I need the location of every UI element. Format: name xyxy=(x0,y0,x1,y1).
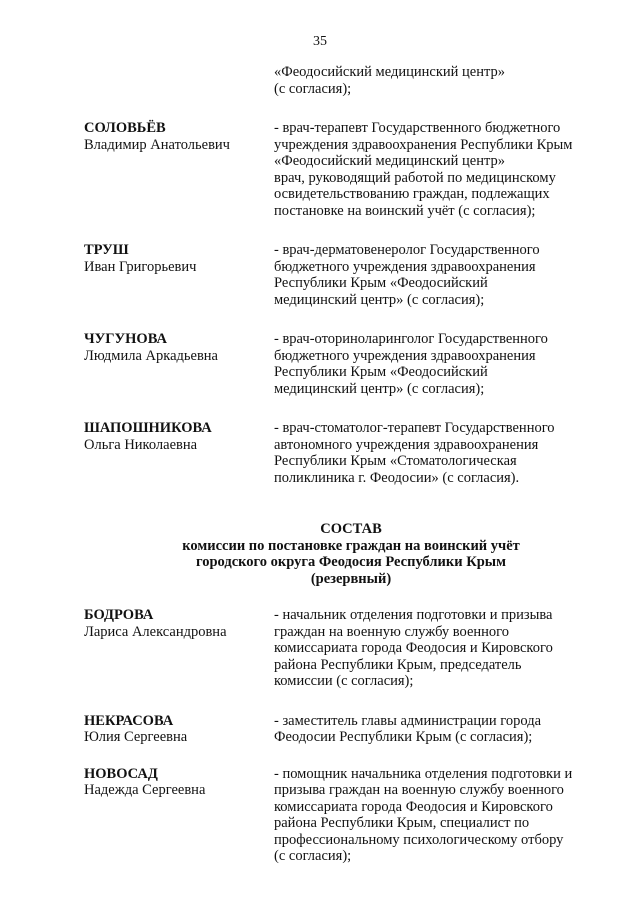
member-given-name: Людмила Аркадьевна xyxy=(84,347,218,364)
description-line: района Республики Крым, специалист по xyxy=(274,815,530,831)
document-body xyxy=(84,64,586,865)
member-entry xyxy=(84,420,586,486)
entry-description xyxy=(274,420,584,486)
description-line: комиссариата города Феодосия и Кировского xyxy=(274,798,553,815)
description-line: врач, руководящий работой по медицинскому xyxy=(274,169,556,186)
entry-description xyxy=(274,120,584,219)
description-line: освидетельствованию граждан, подлежащих xyxy=(274,186,550,202)
member-name xyxy=(84,120,274,219)
member-entry xyxy=(84,120,586,219)
member-entry xyxy=(84,713,586,746)
section-title: СОСТАВ xyxy=(320,521,382,537)
member-name xyxy=(84,766,274,865)
entry-description xyxy=(274,331,584,397)
member-name xyxy=(84,713,274,746)
member-given-name: Ольга Николаевна xyxy=(84,436,198,453)
description-line: призыва граждан на военную службу военного xyxy=(274,782,564,798)
description-line: - помощник начальника отделения подготовки и xyxy=(274,765,573,782)
description-line: «Феодосийский медицинский центр» xyxy=(274,64,505,80)
section-subtitle: городского округа Феодосия Республики Крым xyxy=(195,554,507,570)
description-line: Республики Крым «Стоматологическая xyxy=(274,453,517,469)
member-given-name: Надежда Сергеевна xyxy=(84,782,206,798)
member-name xyxy=(84,331,274,397)
description-line: - заместитель главы администрации города xyxy=(274,712,542,729)
member-surname: ЧУГУНОВА xyxy=(84,331,167,347)
page-number: 35 xyxy=(313,34,327,49)
member-name xyxy=(84,242,274,308)
description-line: - врач-терапевт Государственного бюджетного xyxy=(274,120,561,136)
member-name xyxy=(84,420,274,486)
member-surname: СОЛОВЬЁВ xyxy=(84,120,166,136)
description-line: бюджетного учреждения здравоохранения xyxy=(274,347,536,364)
description-line: медицинский центр» (с согласия); xyxy=(274,291,485,308)
description-line: комиссии (с согласия); xyxy=(274,673,414,689)
entry-description xyxy=(274,713,584,746)
member-surname: ШАПОШНИКОВА xyxy=(84,420,212,436)
entry-description xyxy=(274,64,584,97)
section-heading xyxy=(84,521,586,587)
description-line: - врач-дерматовенеролог Государственного xyxy=(274,242,540,258)
member-surname: БОДРОВА xyxy=(84,607,154,623)
description-line: - врач-стоматолог-терапевт Государственного xyxy=(274,420,555,436)
description-line: (с согласия); xyxy=(274,80,352,97)
member-surname: ТРУШ xyxy=(84,242,129,258)
description-line: поликлиника г. Феодосии» (с согласия). xyxy=(274,469,520,486)
description-line: медицинский центр» (с согласия); xyxy=(274,380,485,397)
description-line: комиссариата города Феодосия и Кировского xyxy=(274,640,553,656)
description-line: - начальник отделения подготовки и призыва xyxy=(274,607,553,623)
description-line: Республики Крым «Феодосийский xyxy=(274,364,488,380)
member-entry xyxy=(84,607,586,690)
member-entry xyxy=(84,331,586,397)
description-line: района Республики Крым, председатель xyxy=(274,656,522,673)
description-line: профессиональному психологическому отбору xyxy=(274,831,564,848)
member-surname: НЕКРАСОВА xyxy=(84,712,174,729)
member-given-name: Лариса Александровна xyxy=(84,623,227,640)
entry-description xyxy=(274,766,584,865)
member-given-name: Юлия Сергеевна xyxy=(84,729,188,745)
description-line: Республики Крым «Феодосийский xyxy=(274,275,488,291)
member-given-name: Владимир Анатольевич xyxy=(84,136,230,153)
member-entry xyxy=(84,766,586,865)
description-line: бюджетного учреждения здравоохранения xyxy=(274,258,536,275)
member-surname: НОВОСАД xyxy=(84,765,158,782)
member-name xyxy=(84,607,274,690)
description-line: постановке на воинский учёт (с согласия); xyxy=(274,202,536,219)
continuation-entry xyxy=(84,64,586,97)
description-line: граждан на военную службу военного xyxy=(274,623,509,640)
description-line: «Феодосийский медицинский центр» xyxy=(274,153,505,169)
entry-description xyxy=(274,607,584,690)
description-line: учреждения здравоохранения Республики Крым xyxy=(274,136,573,153)
description-line: Феодосии Республики Крым (с согласия); xyxy=(274,729,533,745)
section-subtitle: комиссии по постановке граждан на воинский учёт xyxy=(182,537,520,554)
member-given-name: Иван Григорьевич xyxy=(84,258,197,275)
description-line: (с согласия); xyxy=(274,848,352,864)
member-entry xyxy=(84,242,586,308)
description-line: - врач-оториноларинголог Государственного xyxy=(274,331,548,347)
entry-description xyxy=(274,242,584,308)
section-subtitle: (резервный) xyxy=(310,570,392,587)
description-line: автономного учреждения здравоохранения xyxy=(274,436,539,453)
